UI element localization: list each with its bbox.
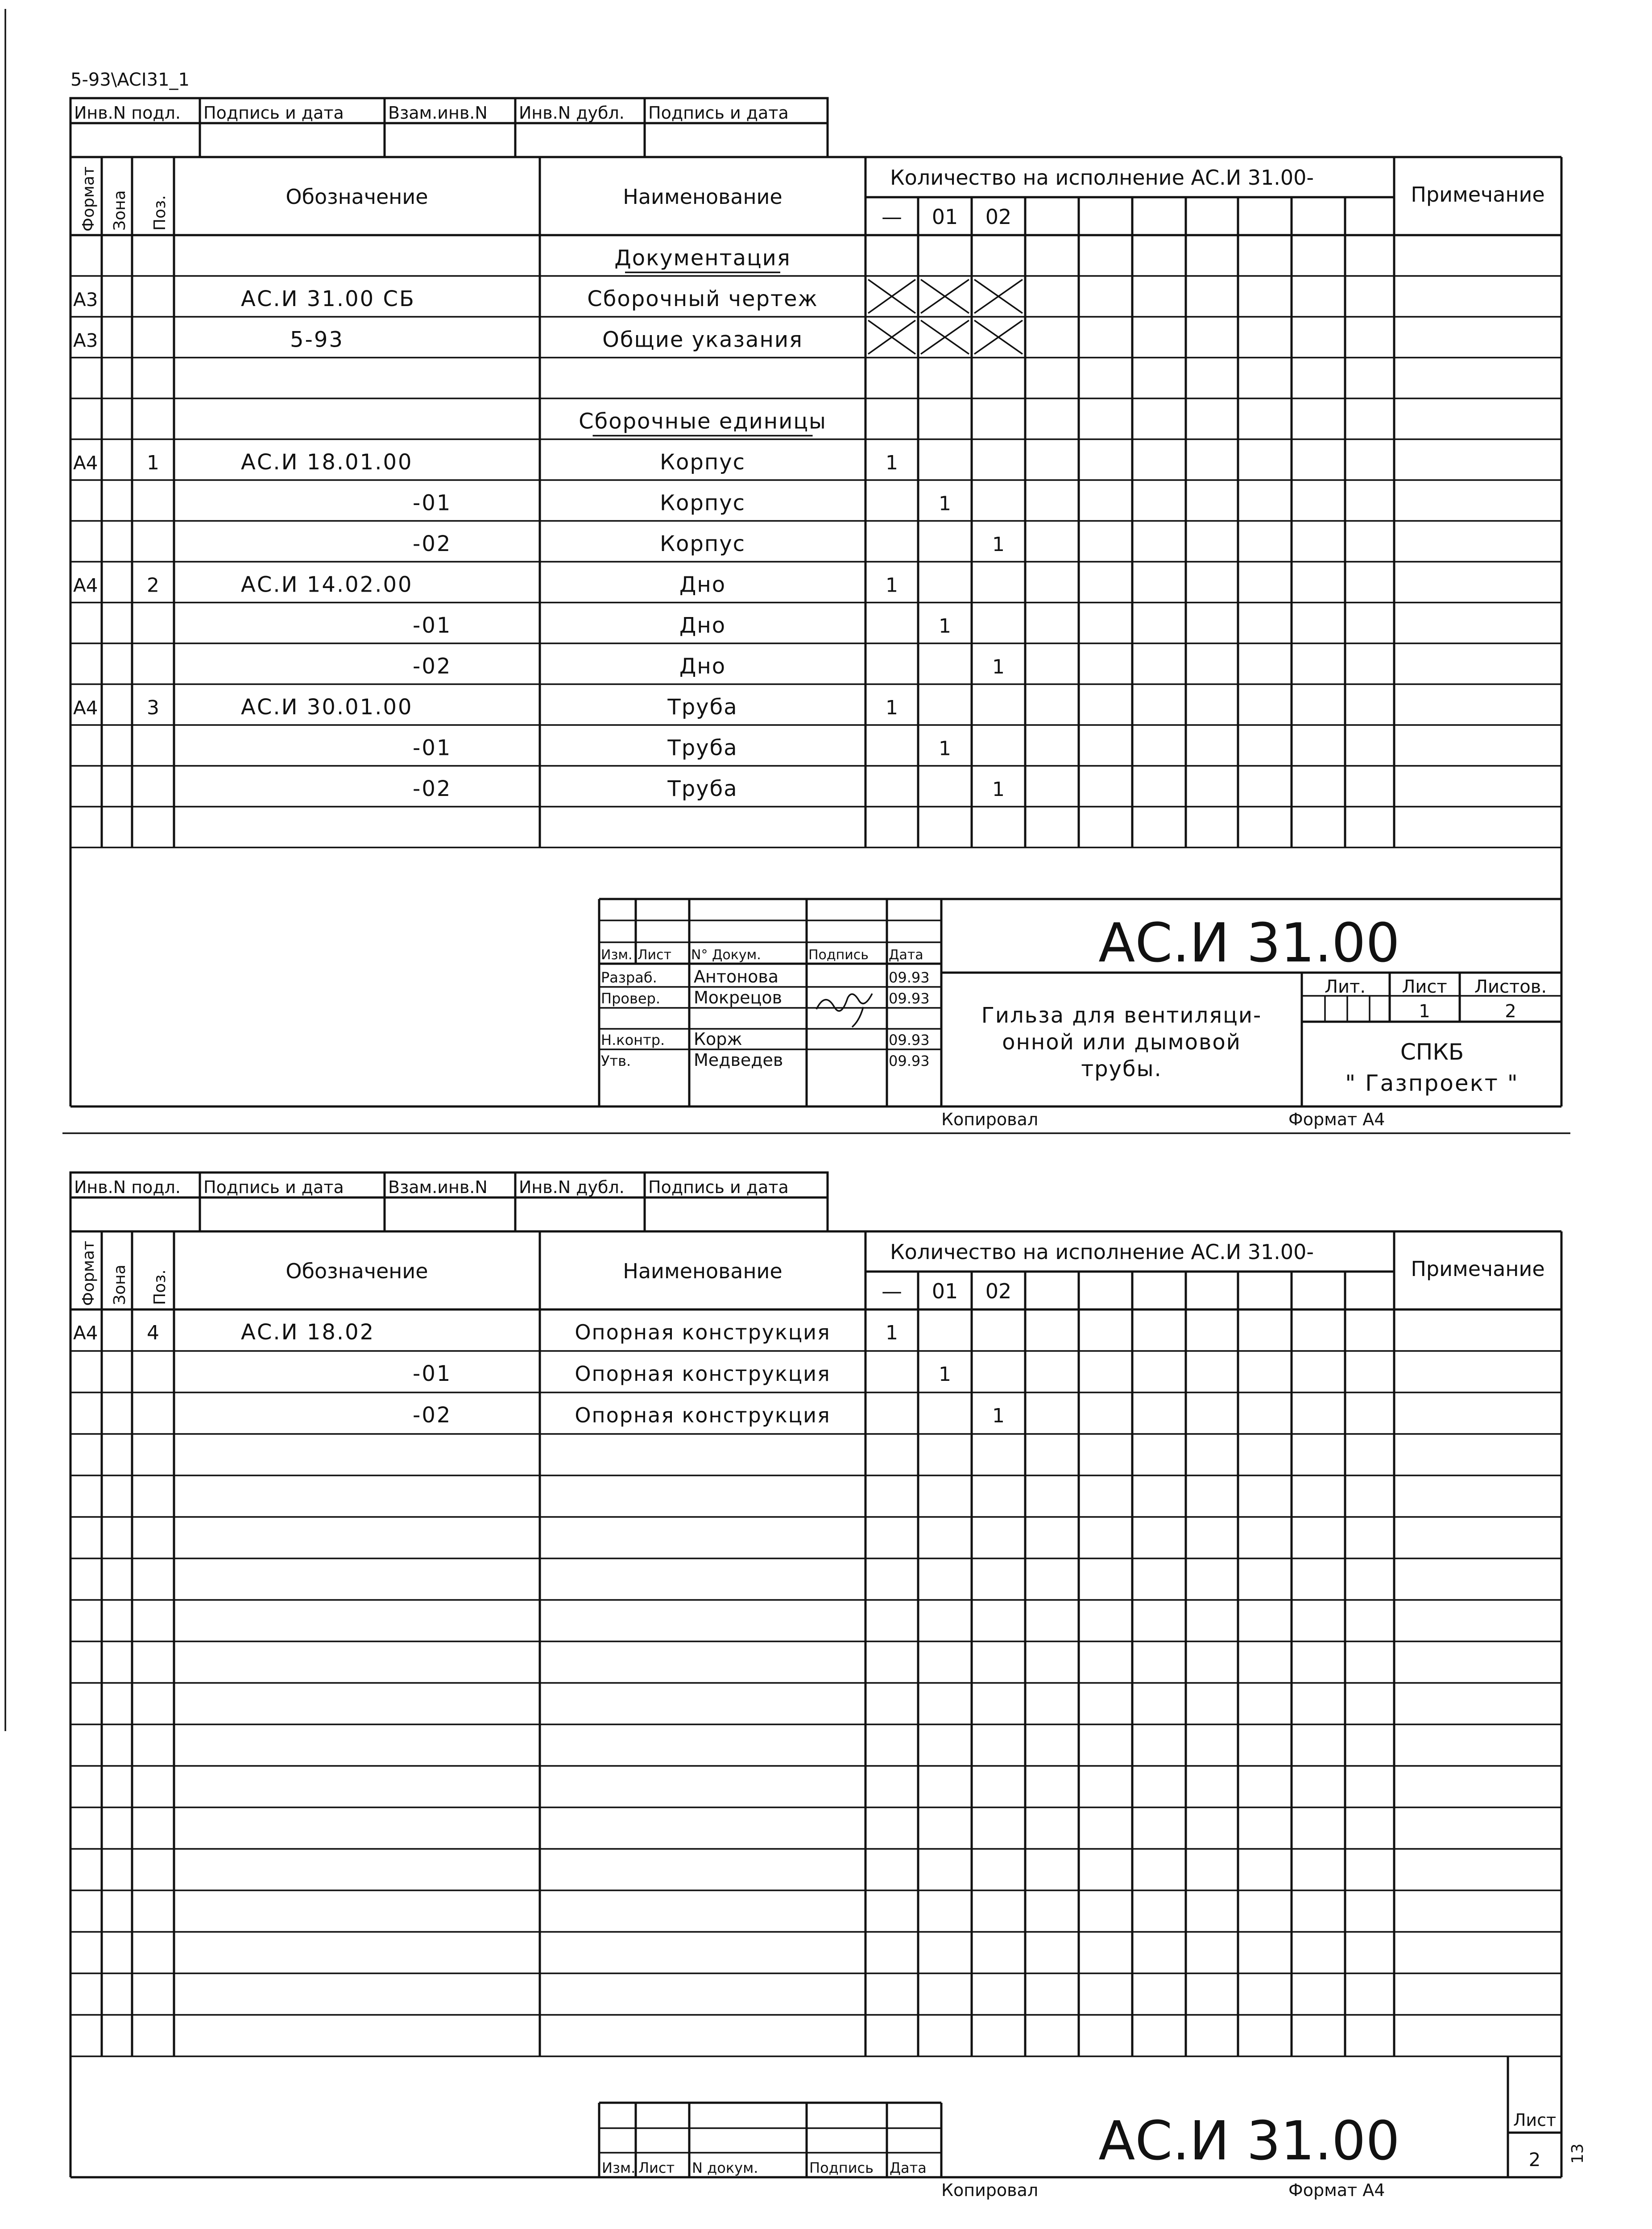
designation-cell: АС.И 30.01.00 bbox=[241, 695, 413, 720]
sign-date: 09.93 bbox=[889, 969, 930, 986]
position-cell: 1 bbox=[147, 452, 159, 474]
quantity-cell: 1 bbox=[886, 574, 898, 597]
copied-label-sheet2: Копировал bbox=[941, 2180, 1039, 2200]
quantity-cell: 1 bbox=[886, 1322, 898, 1344]
sheet1-archive-header-0: Инв.N подл. bbox=[74, 103, 181, 123]
sheet1-archive-header-2: Взам.инв.N bbox=[388, 103, 488, 123]
designation-suffix-cell: -01 bbox=[413, 735, 452, 761]
sheet1-name-header: Наименование bbox=[623, 185, 783, 209]
sheet2-archive-header-2: Взам.инв.N bbox=[388, 1177, 488, 1197]
sheet-number-sheet2: 2 bbox=[1528, 2149, 1541, 2171]
name-cell: Дно bbox=[679, 613, 726, 638]
designation-suffix-cell: -02 bbox=[413, 654, 452, 679]
sign-date: 09.93 bbox=[889, 1052, 930, 1069]
document-number-sheet2: АС.И 31.00 bbox=[1098, 2110, 1400, 2172]
quantity-cell: 1 bbox=[939, 492, 951, 515]
name-cell: Труба bbox=[667, 695, 738, 720]
sheet1-zone-header: Зона bbox=[111, 190, 129, 231]
sheet1-variant-header-1: 01 bbox=[932, 205, 958, 229]
name-cell: Опорная конструкция bbox=[575, 1320, 831, 1344]
name-cell: Корпус bbox=[659, 490, 746, 516]
name-cell: Труба bbox=[667, 735, 738, 761]
section-heading: Сборочные единицы bbox=[579, 409, 827, 434]
quantity-cell: 1 bbox=[939, 737, 951, 760]
name-cell: Общие указания bbox=[602, 327, 803, 352]
format-cell: А4 bbox=[73, 1322, 98, 1344]
signer-role: Разраб. bbox=[601, 969, 657, 986]
designation-cell: АС.И 18.02 bbox=[241, 1320, 375, 1345]
sheet-number: 1 bbox=[1419, 1001, 1430, 1022]
sheet1-quantity-header: Количество на исполнение АС.И 31.00- bbox=[890, 166, 1314, 190]
quantity-cell: 1 bbox=[886, 452, 898, 474]
designation-cell: АС.И 14.02.00 bbox=[241, 572, 413, 597]
name-cell: Опорная конструкция bbox=[575, 1362, 831, 1386]
sheet2-note-header: Примечание bbox=[1411, 1257, 1545, 1281]
format-cell: А4 bbox=[73, 574, 98, 597]
sheet2-pos-header: Поз. bbox=[151, 1269, 169, 1305]
sheet1-archive-header-1: Подпись и дата bbox=[203, 103, 344, 123]
file-label: 5-93\ACI31_1 bbox=[70, 70, 190, 90]
quantity-cell: 1 bbox=[992, 1405, 1005, 1427]
format-cell: А4 bbox=[73, 452, 98, 474]
designation-cell: АС.И 31.00 СБ bbox=[241, 286, 415, 311]
signer-role: Провер. bbox=[601, 990, 660, 1007]
format-cell: А4 bbox=[73, 697, 98, 719]
sheets-total: 2 bbox=[1505, 1001, 1516, 1022]
name-cell: Корпус bbox=[659, 531, 746, 556]
document-title-line: онной или дымовой bbox=[1002, 1030, 1241, 1055]
designation-suffix-cell: -02 bbox=[413, 531, 452, 556]
quantity-cell: 1 bbox=[939, 1363, 951, 1386]
document-title-line: трубы. bbox=[1081, 1056, 1162, 1081]
sheet2-archive-header-3: Инв.N дубл. bbox=[519, 1177, 625, 1197]
format-cell: А3 bbox=[73, 329, 98, 352]
sign-date: 09.93 bbox=[889, 990, 930, 1007]
designation-suffix-cell: -02 bbox=[413, 1403, 452, 1428]
sheet2-zone-header: Зона bbox=[111, 1264, 129, 1305]
sheet2-designation-header: Обозначение bbox=[286, 1259, 428, 1283]
designation-cell: АС.И 18.01.00 bbox=[241, 450, 413, 475]
title-col-label-3: Подпись bbox=[808, 947, 869, 963]
signer-name: Мокрецов bbox=[694, 988, 782, 1007]
lit-label: Лит. bbox=[1324, 977, 1366, 997]
organization-name: СПКБ bbox=[1400, 1039, 1464, 1065]
name-cell: Сборочный чертеж bbox=[587, 286, 818, 311]
sheet2-variant-header-0: — bbox=[882, 1279, 902, 1303]
sheet2-variant-header-1: 01 bbox=[932, 1279, 958, 1303]
sheet2-name-header: Наименование bbox=[623, 1259, 783, 1283]
position-cell: 4 bbox=[147, 1322, 159, 1344]
quantity-cell: 1 bbox=[992, 655, 1005, 679]
sheet2-quantity-header: Количество на исполнение АС.И 31.00- bbox=[890, 1240, 1314, 1264]
format-label-sheet2: Формат А4 bbox=[1288, 2180, 1385, 2200]
margin-number: 13 bbox=[1569, 2143, 1587, 2164]
quantity-cell: 1 bbox=[992, 778, 1005, 801]
copied-label: Копировал bbox=[941, 1110, 1039, 1129]
designation-cell: 5-93 bbox=[290, 327, 344, 352]
position-cell: 2 bbox=[147, 574, 159, 597]
format-cell: А3 bbox=[73, 289, 98, 311]
organization-subname: " Газпроект " bbox=[1345, 1070, 1519, 1096]
sign-date: 09.93 bbox=[889, 1032, 930, 1048]
title-col-label-0: Изм. bbox=[602, 2159, 636, 2176]
signer-role: Утв. bbox=[601, 1052, 631, 1069]
sheet2-format-header: Формат bbox=[79, 1240, 98, 1306]
title-col-label-2: N докум. bbox=[692, 2159, 758, 2176]
quantity-cell: 1 bbox=[939, 615, 951, 638]
sheet1-designation-header: Обозначение bbox=[286, 185, 428, 209]
signer-name: Антонова bbox=[694, 967, 778, 986]
designation-suffix-cell: -01 bbox=[413, 1361, 452, 1386]
sheet2-archive-header-1: Подпись и дата bbox=[203, 1177, 344, 1197]
sheet1-archive-header-3: Инв.N дубл. bbox=[519, 103, 625, 123]
name-cell: Корпус bbox=[659, 450, 746, 475]
format-label: Формат А4 bbox=[1288, 1110, 1385, 1129]
title-col-label-4: Дата bbox=[890, 2159, 927, 2176]
sheet2-variant-header-2: 02 bbox=[985, 1279, 1012, 1303]
title-col-label-3: Подпись bbox=[809, 2159, 874, 2176]
name-cell: Дно bbox=[679, 572, 726, 597]
signer-name: Корж bbox=[694, 1029, 742, 1049]
designation-suffix-cell: -02 bbox=[413, 776, 452, 801]
sheet2-archive-header-4: Подпись и дата bbox=[648, 1177, 789, 1197]
signer-name: Медведев bbox=[694, 1050, 783, 1070]
sheet1-pos-header: Поз. bbox=[151, 195, 169, 231]
sheet1-archive-header-4: Подпись и дата bbox=[648, 103, 789, 123]
name-cell: Труба bbox=[667, 776, 738, 801]
signature-mark bbox=[816, 994, 872, 1027]
name-cell: Дно bbox=[679, 654, 726, 679]
section-heading: Документация bbox=[614, 245, 791, 271]
document-number: АС.И 31.00 bbox=[1098, 912, 1400, 974]
sheet1-note-header: Примечание bbox=[1411, 182, 1545, 207]
title-col-label-2: N° Докум. bbox=[691, 947, 761, 963]
name-cell: Опорная конструкция bbox=[575, 1403, 831, 1427]
designation-suffix-cell: -01 bbox=[413, 613, 452, 638]
title-col-label-0: Изм. bbox=[601, 947, 633, 963]
title-col-label-4: Дата bbox=[889, 947, 923, 963]
sheet-label: Лист bbox=[1402, 977, 1447, 997]
sheet-label-sheet2: Лист bbox=[1513, 2110, 1557, 2130]
sheet1-variant-header-2: 02 bbox=[985, 205, 1012, 229]
position-cell: 3 bbox=[147, 696, 159, 719]
sheet2-archive-header-0: Инв.N подл. bbox=[74, 1177, 181, 1197]
quantity-cell: 1 bbox=[886, 696, 898, 719]
signer-role: Н.контр. bbox=[601, 1032, 665, 1048]
title-col-label-1: Лист bbox=[638, 2159, 675, 2176]
sheets-label: Листов. bbox=[1474, 977, 1547, 997]
document-title-line: Гильза для вентиляци- bbox=[981, 1003, 1262, 1028]
quantity-cell: 1 bbox=[992, 533, 1005, 556]
designation-suffix-cell: -01 bbox=[413, 490, 452, 516]
sheet1-variant-header-0: — bbox=[882, 205, 902, 229]
sheet1-format-header: Формат bbox=[79, 166, 98, 232]
title-col-label-1: Лист bbox=[638, 947, 672, 963]
